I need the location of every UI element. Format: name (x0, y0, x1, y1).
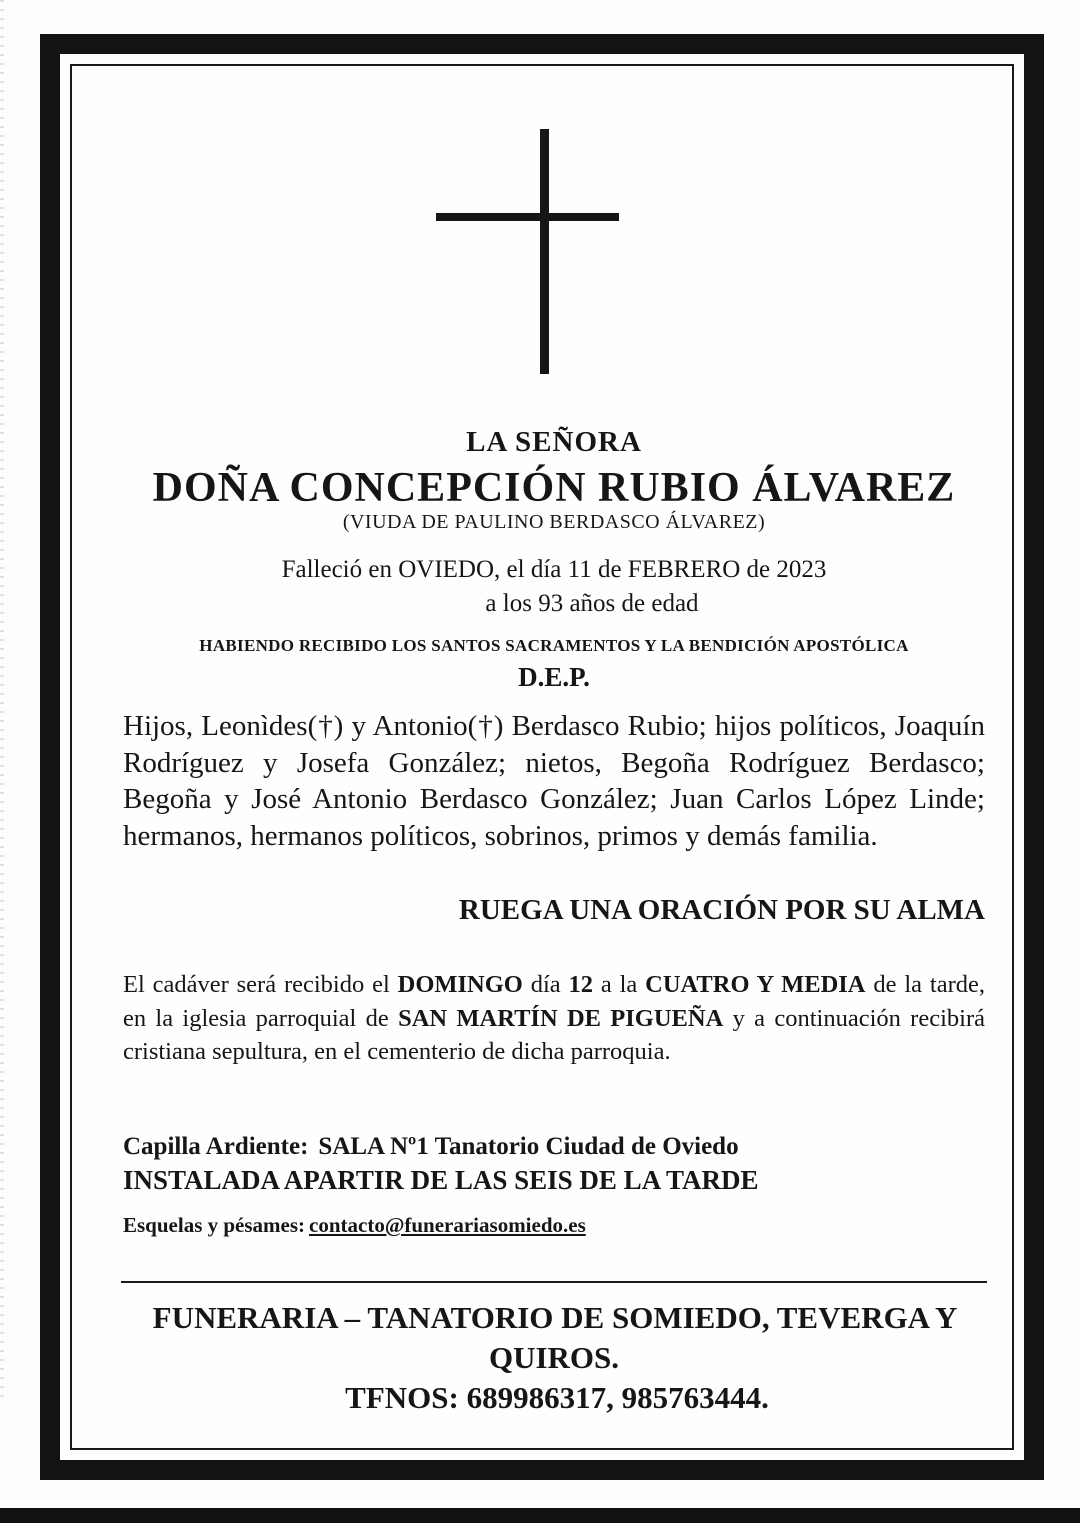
company-line-2: QUIROS. (488, 1340, 620, 1375)
ceremony-paragraph: El cadáver será recibido el DOMINGO día 12 a la CUATRO Y MEDIA de la tarde, en la iglesia parroquial de SAN MARTÍN DE PIGUEÑA y a continuación recibirá cristiana sepultura, en el cementerio de dicha parroquia. (123, 971, 985, 1065)
ceremony-time: CUATRO Y MEDIA (645, 971, 866, 998)
ceremony-day-number: 12 (568, 971, 594, 998)
chapel-location: SALA Nº1 Tanatorio Ciudad de Oviedo (318, 1133, 739, 1160)
scan-bottom-edge (0, 1508, 1080, 1523)
contact-line (123, 1213, 586, 1238)
dep-line: D.E.P. (518, 662, 590, 692)
scan-edge-artifact (0, 0, 4, 1400)
family-paragraph: Hijos, Leonìdes(†) y Antonio(†) Berdasco Rubio; hijos políticos, Joaquín Rodríguez y Josefa González; nietos, Begoña Rodríguez Berdasco; Begoña y José Antonio Berdasco González; Juan Carlos López Linde; hermanos, hermanos políticos, sobrinos, primos y demás familia. (123, 710, 985, 852)
contact-label: Esquelas y pésames: (123, 1213, 306, 1237)
chapel-label: Capilla Ardiente: (123, 1133, 309, 1160)
prayer-request: RUEGA UNA ORACIÓN POR SU ALMA (458, 894, 985, 926)
sacraments-line: HABIENDO RECIBIDO LOS SANTOS SACRAMENTOS Y LA BENDICIÓN APOSTÓLICA (199, 636, 909, 655)
company-line-1: FUNERARIA – TANATORIO DE SOMIEDO, TEVERGA Y (152, 1300, 958, 1335)
divider (121, 1281, 987, 1283)
deceased-name: DOÑA CONCEPCIÓN RUBIO ÁLVAREZ (152, 465, 956, 511)
widow-note: (VIUDA DE PAULINO BERDASCO ÁLVAREZ) (342, 511, 766, 533)
contact-email-link[interactable]: contacto@funerariasomiedo.es (309, 1213, 586, 1237)
phone-numbers: TFNOS: 689986317, 985763444. (345, 1380, 769, 1415)
age-line: a los 93 años de edad (485, 590, 699, 617)
title-prefix: LA SEÑORA (466, 426, 642, 458)
ceremony-church: SAN MARTÍN DE PIGUEÑA (398, 1004, 724, 1032)
chapel-hours: INSTALADA APARTIR DE LAS SEIS DE LA TARDE (123, 1165, 759, 1195)
chapel-line (123, 1133, 739, 1161)
death-line: Falleció en OVIEDO, el día 11 de FEBRERO de 2023 (281, 556, 827, 583)
ceremony-day-name: DOMINGO (397, 971, 523, 998)
obituary-frame (40, 34, 1044, 1480)
